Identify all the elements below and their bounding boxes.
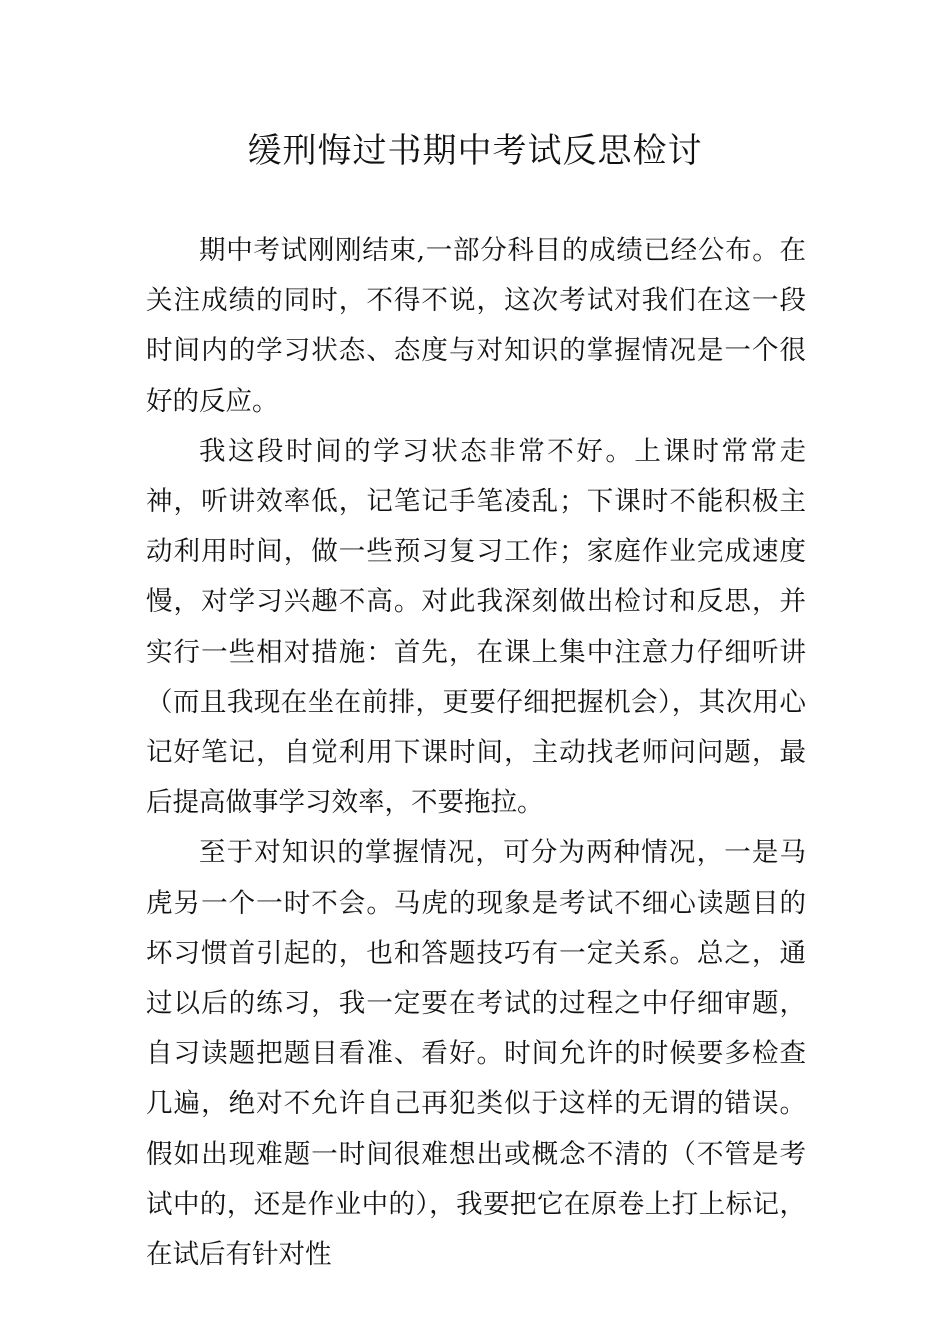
paragraph: 我这段时间的学习状态非常不好。上课时常常走神，听讲效率低，记笔记手笔凌乱；下课时不能积极主动利用时间，做一些预习复习工作；家庭作业完成速度慢，对学习兴趣不高。对此我深刻做出检讨和反思，并实行一些相对措施：首先，在课上集中注意力仔细听讲（而且我现在坐在前排，更要仔细把握机会），其次用心记好笔记，自觉利用下课时间，主动找老师问问题，最后提高做事学习效率，不要拖拉。 [146, 435, 806, 819]
paragraph: 至于对知识的掌握情况，可分为两种情况，一是马虎另一个一时不会。马虎的现象是考试不细心读题目的坏习惯首引起的，也和答题技巧有一定关系。总之，通过以后的练习，我一定要在考试的过程之中仔细审题，自习读题把题目看准、看好。时间允许的时候要多检查几遍，绝对不允许自己再犯类似于这样的无谓的错误。假如出现难题一时间很难想出或概念不清的（不管是考试中的，还是作业中的），我要把它在原卷上打上标记，在试后有针对性 [146, 837, 806, 1271]
document-title: 缓刑悔过书期中考试反思检讨 [247, 131, 703, 171]
document-body [146, 226, 806, 1280]
paragraph: 期中考试刚刚结束,一部分科目的成绩已经公布。在关注成绩的同时，不得不说，这次考试对我们在这一段时间内的学习状态、态度与对知识的掌握情况是一个很好的反应。 [146, 235, 806, 417]
